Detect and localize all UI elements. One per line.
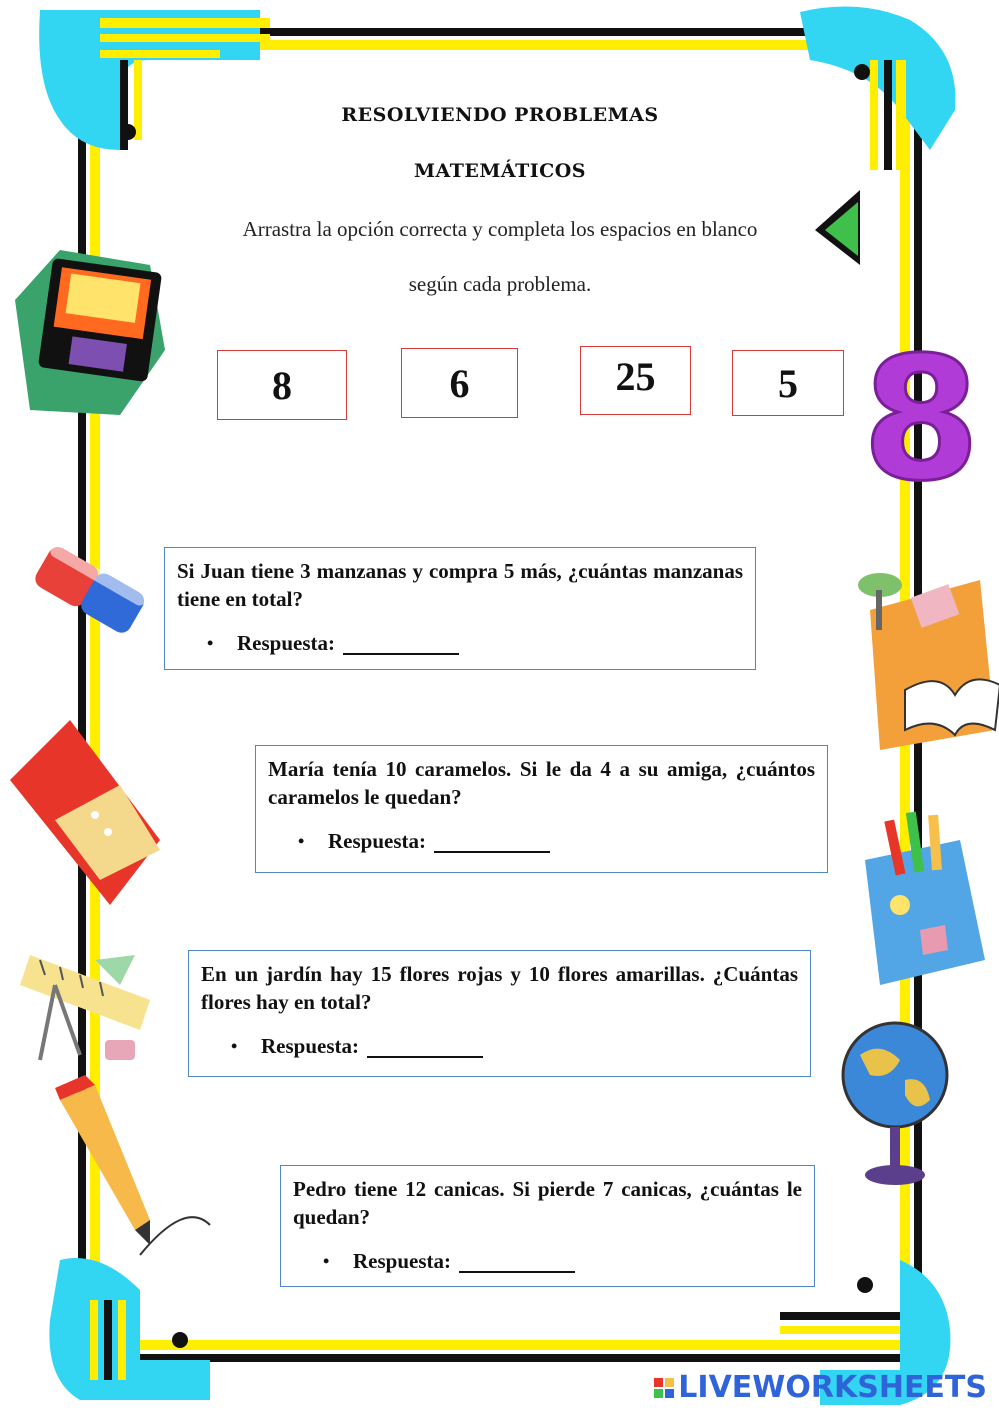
bullet: • <box>231 1036 238 1056</box>
watermark-text: LIVEWORKSHEETS <box>678 1370 987 1405</box>
instructions-line-1: Arrastra la opción correcta y completa los espacios en blanco <box>242 217 758 241</box>
purple-eight-decoration <box>862 321 980 519</box>
bullet: • <box>323 1251 330 1271</box>
answer-label: Respuesta: <box>237 631 335 655</box>
answer-row <box>323 1249 802 1274</box>
answer-label: Respuesta: <box>328 829 426 853</box>
problem-text: María tenía 10 caramelos. Si le da 4 a su amiga, ¿cuántos caramelos le quedan? <box>268 757 815 809</box>
problem-box-2 <box>255 745 828 873</box>
eraser-icon <box>32 543 148 636</box>
problem-text: Pedro tiene 12 canicas. Si pierde 7 canicas, ¿cuántas le quedan? <box>293 1177 802 1229</box>
problem-text: Si Juan tiene 3 manzanas y compra 5 más, ¿cuántas manzanas tiene en total? <box>177 559 743 611</box>
corner-bottom-left <box>49 1258 210 1400</box>
answer-row <box>298 829 815 854</box>
problem-box-1 <box>164 547 756 670</box>
answer-label: Respuesta: <box>261 1034 359 1058</box>
option-box-25[interactable]: 25 <box>580 346 691 415</box>
answer-drop-zone-1[interactable] <box>343 633 459 655</box>
pencils-bag-icon <box>865 812 985 985</box>
answer-row <box>207 631 743 656</box>
bullet: • <box>298 831 305 851</box>
problem-text: En un jardín hay 15 flores rojas y 10 flores amarillas. ¿Cuántas flores hay en total? <box>201 962 798 1014</box>
option-box-5[interactable]: 5 <box>732 350 844 416</box>
bullet: • <box>207 633 214 653</box>
answer-drop-zone-2[interactable] <box>434 831 550 853</box>
corner-top-left <box>39 10 270 150</box>
liveworksheets-watermark <box>654 1370 987 1405</box>
instructions-line-2: según cada problema. <box>408 272 592 296</box>
option-box-8[interactable]: 8 <box>217 350 347 420</box>
option-box-6[interactable]: 6 <box>401 348 518 418</box>
problem-box-4 <box>280 1165 815 1287</box>
problem-box-3 <box>188 950 811 1077</box>
globe-icon <box>843 1023 947 1185</box>
answer-drop-zone-4[interactable] <box>459 1251 575 1273</box>
desk-lamp-book-icon <box>858 573 999 750</box>
answer-label: Respuesta: <box>353 1249 451 1273</box>
floppy-disk-icon <box>15 250 165 415</box>
answer-row <box>231 1034 798 1059</box>
page-title-line-1: RESOLVIENDO PROBLEMAS <box>341 104 659 126</box>
page-title-line-2: MATEMÁTICOS <box>413 160 586 182</box>
answer-drop-zone-3[interactable] <box>367 1036 483 1058</box>
big-number-eight: 8 <box>862 321 981 519</box>
liveworksheets-logo-icon <box>654 1378 674 1398</box>
